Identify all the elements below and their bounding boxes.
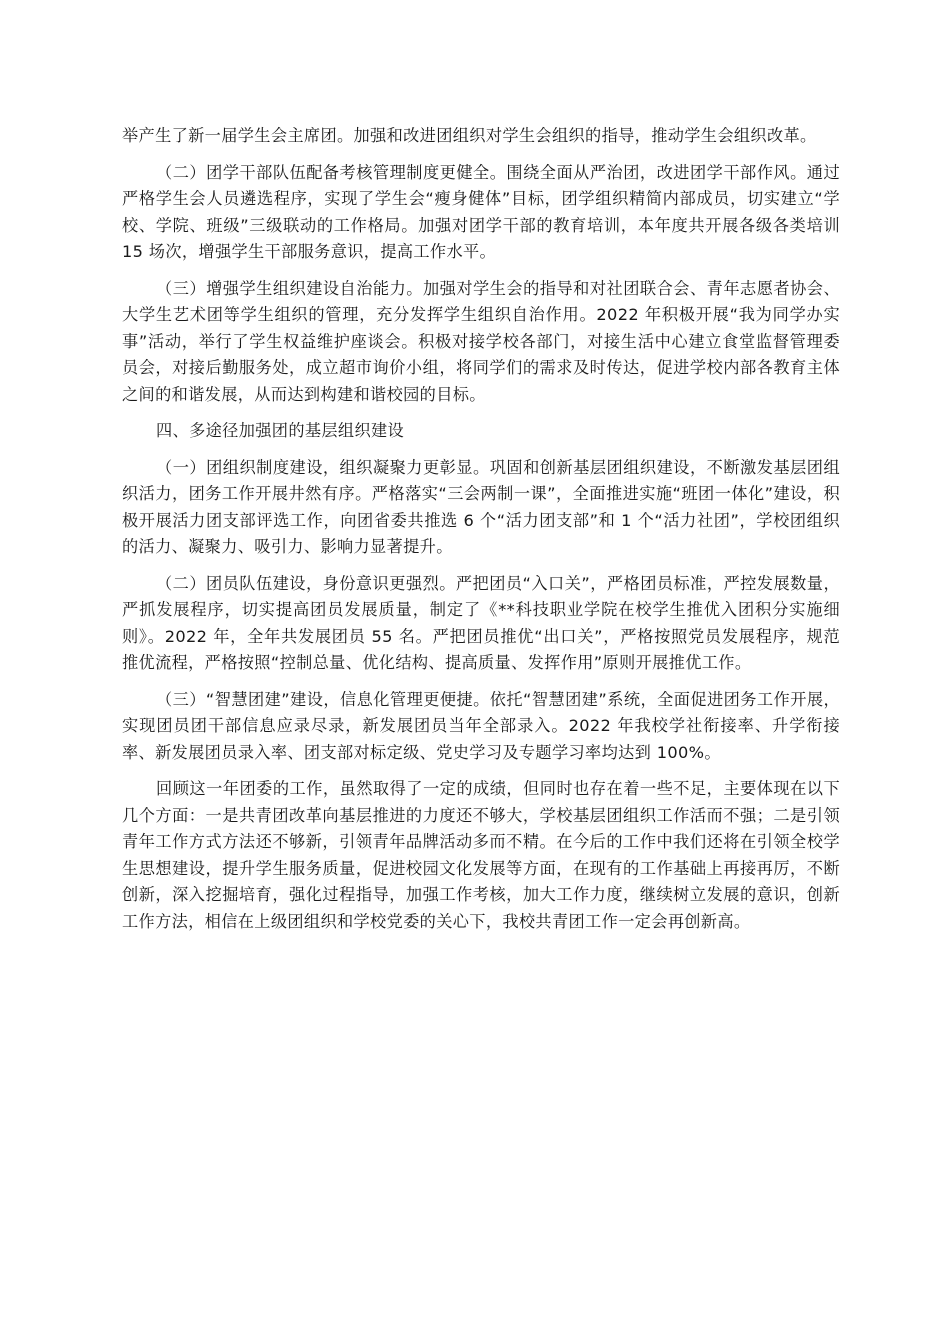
paragraph-cadre-management: （二）团学干部队伍配备考核管理制度更健全。围绕全面从严治团，改进团学干部作风。通过严格学生会人员遴选程序，实现了学生会“瘦身健体”目标，团学组织精简内部成员，切实建立“学校、学院、班级”三级联动的工作格局。加强对团学干部的教育培训，本年度共开展各级各类培训 15 场次，增强学生干部服务意识，提高工作水平。 — [122, 162, 840, 261]
paragraph-member-team: （二）团员队伍建设，身份意识更强烈。严把团员“入口关”，严格团员标准，严控发展数量，严抓发展程序，切实提高团员发展质量，制定了《**科技职业学院在校学生推优入团积分实施细则》。2022 年，全年共发展团员 55 名。严把团员推优“出口关”，严格按照党员发展程序，规范推优流程，严格按照“控制总量、优化结构、提高质量、发挥作用”原则开展推优工作。 — [122, 573, 840, 672]
paragraph-student-union-reform: 举产生了新一届学生会主席团。加强和改进团组织对学生会组织的指导，推动学生会组织改革。 — [122, 126, 817, 145]
paragraph-review-summary: 回顾这一年团委的工作，虽然取得了一定的成绩，但同时也存在着一些不足，主要体现在以下几个方面：一是共青团改革向基层推进的力度还不够大，学校基层团组织工作活而不强；二是引领青年工作方式方法还不够新，引领青年品牌活动多而不精。在今后的工作中我们还将在引领全校学生思想建设，提升学生服务质量，促进校园文化发展等方面，在现有的工作基础上再接再厉，不断创新，深入挖掘培育，强化过程指导，加强工作考核，加大工作力度，继续树立发展的意识，创新工作方法，相信在上级团组织和学校党委的关心下，我校共青团工作一定会再创新高。 — [122, 779, 840, 931]
section-heading-grassroots: 四、多途径加强团的基层组织建设 — [156, 421, 405, 440]
paragraph-organization-system: （一）团组织制度建设，组织凝聚力更彰显。巩固和创新基层团组织建设，不断激发基层团组织活力，团务工作开展井然有序。严格落实“三会两制一课”，全面推进实施“班团一体化”建设，积极开展活力团支部评选工作，向团省委共推选 6 个“活力团支部”和 1 个“活力社团”，学校团组织的活力、凝聚力、吸引力、影响力显著提升。 — [122, 457, 840, 556]
paragraph-smart-league: （三）“智慧团建”建设，信息化管理更便捷。依托“智慧团建”系统，全面促进团务工作开展，实现团员团干部信息应录尽录，新发展团员当年全部录入。2022 年我校学社衔接率、升学衔接率、新发展团员录入率、团支部对标定级、党史学习及专题学习率均达到 100%。 — [122, 689, 840, 762]
paragraph-student-self-governance: （三）增强学生组织建设自治能力。加强对学生会的指导和对社团联合会、青年志愿者协会、大学生艺术团等学生组织的管理，充分发挥学生组织自治作用。2022 年积极开展“我为同学办实事”活动，举行了学生权益维护座谈会。积极对接学校各部门，对接生活中心建立食堂监督管理委员会，对接后勤服务处，成立超市询价小组，将同学们的需求及时传达，促进学校内部各教育主体之间的和谐发展，从而达到构建和谐校园的目标。 — [122, 278, 840, 404]
